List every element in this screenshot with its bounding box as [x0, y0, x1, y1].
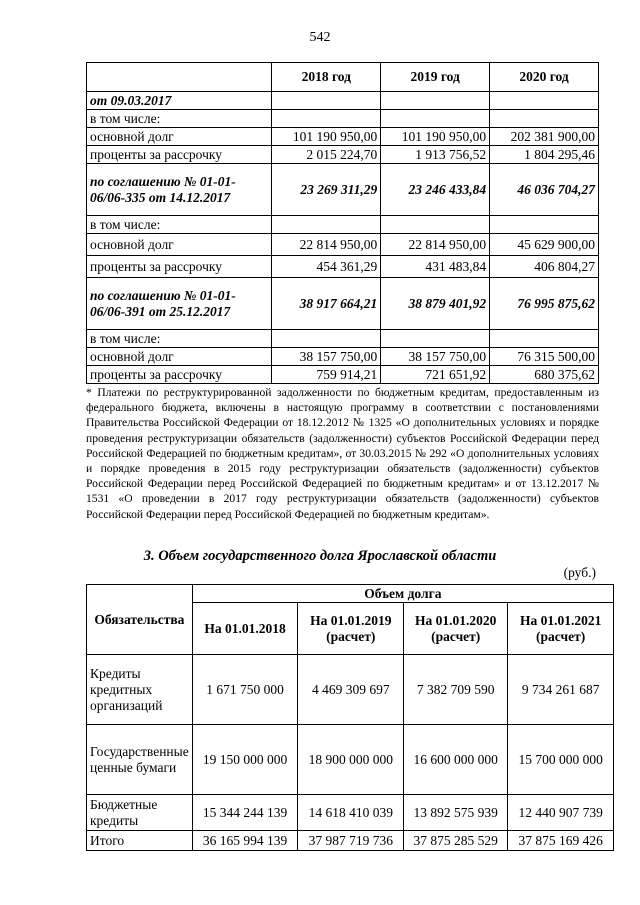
value-2020: [490, 216, 599, 234]
row-label: проценты за рассрочку: [87, 256, 272, 278]
table1-header-2018: 2018 год: [272, 63, 381, 92]
value-2019: [381, 110, 490, 128]
value-2018: 38 917 664,21: [272, 278, 381, 330]
row-label: основной долг: [87, 234, 272, 256]
footnote: * Платежи по реструктурированной задолженности по бюджетным кредитам, предоставленным из федерального бюджета, включены в настоящую программу в соответствии с постановлениями Правительства Российской Федерации от 18.12.2012 № 1325 «О дополнительных условиях и порядке проведения реструктуризации обязательств (задолженности) субъектов Российской Федерации перед Российской Федерацией по бюджетным кредитам», от 30.03.2015 № 292 «О дополнительных условиях и порядке проведения в 2015 году реструктуризации обязательств (задолженности) субъектов Российской Федерации перед Российской Федерацией по бюджетным кредитам» и от 13.12.2017 № 1531 «О проведении в 2017 году реструктуризации обязательств (задолженности) субъектов Российской Федерации перед Российской Федерацией по бюджетным кредитам».: [86, 386, 599, 521]
obligation-label: Итого: [87, 831, 193, 851]
date-header: На 01.01.2021 (расчет): [508, 603, 614, 655]
obligation-label: Кредиты кредитных организаций: [87, 655, 193, 725]
row-label: проценты за рассрочку: [87, 366, 272, 384]
table-row: [87, 795, 614, 831]
table-row: [87, 216, 599, 234]
value-2018: 454 361,29: [272, 256, 381, 278]
debt-value: 15 344 244 139: [192, 795, 298, 831]
value-2019: 23 246 433,84: [381, 164, 490, 216]
table-row: [87, 256, 599, 278]
value-2018: [272, 110, 381, 128]
value-2020: 46 036 704,27: [490, 164, 599, 216]
obligation-label: Государственные ценные бумаги: [87, 725, 193, 795]
value-2020: 45 629 900,00: [490, 234, 599, 256]
value-2019: 431 483,84: [381, 256, 490, 278]
value-2019: [381, 216, 490, 234]
value-2019: [381, 330, 490, 348]
row-label: основной долг: [87, 348, 272, 366]
value-2018: 23 269 311,29: [272, 164, 381, 216]
value-2020: 76 315 500,00: [490, 348, 599, 366]
table-row: [87, 330, 599, 348]
table2-group-header: Объем долга: [192, 585, 613, 603]
table-row: [87, 278, 599, 330]
date-header: На 01.01.2020 (расчет): [404, 603, 508, 655]
state-debt-volume-table: [86, 584, 614, 851]
value-2020: [490, 92, 599, 110]
obligation-label: Бюджетные кредиты: [87, 795, 193, 831]
debt-payments-table: [86, 62, 599, 384]
value-2019: 1 913 756,52: [381, 146, 490, 164]
debt-value: 18 900 000 000: [298, 725, 404, 795]
debt-value: 12 440 907 739: [508, 795, 614, 831]
value-2019: 101 190 950,00: [381, 128, 490, 146]
table2-group-header-row: [87, 585, 614, 603]
row-label: в том числе:: [87, 330, 272, 348]
table-row: [87, 146, 599, 164]
value-2018: 2 015 224,70: [272, 146, 381, 164]
row-label: в том числе:: [87, 110, 272, 128]
value-2019: 22 814 950,00: [381, 234, 490, 256]
page-number: 542: [309, 30, 331, 45]
debt-value: 36 165 994 139: [192, 831, 298, 851]
row-label: основной долг: [87, 128, 272, 146]
table2-obligations-header: Обязательства: [87, 585, 193, 655]
table-row: [87, 831, 614, 851]
table-row: [87, 366, 599, 384]
debt-value: 14 618 410 039: [298, 795, 404, 831]
debt-value: 1 671 750 000: [192, 655, 298, 725]
debt-value: 4 469 309 697: [298, 655, 404, 725]
value-2020: 406 804,27: [490, 256, 599, 278]
section-title: 3. Объем государственного долга Ярославской области: [143, 548, 497, 564]
value-2018: 101 190 950,00: [272, 128, 381, 146]
row-label: проценты за рассрочку: [87, 146, 272, 164]
debt-value: 7 382 709 590: [404, 655, 508, 725]
value-2019: [381, 92, 490, 110]
value-2018: 22 814 950,00: [272, 234, 381, 256]
date-header: На 01.01.2018: [192, 603, 298, 655]
value-2018: [272, 216, 381, 234]
table1-header-2019: 2019 год: [381, 63, 490, 92]
table-row: [87, 92, 599, 110]
table1-header-2020: 2020 год: [490, 63, 599, 92]
debt-value: 37 875 285 529: [404, 831, 508, 851]
debt-value: 37 987 719 736: [298, 831, 404, 851]
value-2018: [272, 330, 381, 348]
unit-label: (руб.): [563, 565, 596, 580]
debt-value: 15 700 000 000: [508, 725, 614, 795]
value-2020: 202 381 900,00: [490, 128, 599, 146]
value-2020: [490, 330, 599, 348]
value-2020: 680 375,62: [490, 366, 599, 384]
row-label: по соглашению № 01-01-06/06-391 от 25.12.2017: [87, 278, 272, 330]
debt-value: 37 875 169 426: [508, 831, 614, 851]
table-row: [87, 110, 599, 128]
row-label: от 09.03.2017: [87, 92, 272, 110]
debt-value: 9 734 261 687: [508, 655, 614, 725]
date-header: На 01.01.2019 (расчет): [298, 603, 404, 655]
table1-header-empty: [87, 63, 272, 92]
row-label: по соглашению № 01-01-06/06-335 от 14.12.2017: [87, 164, 272, 216]
table-row: [87, 725, 614, 795]
table-row: [87, 234, 599, 256]
debt-value: 16 600 000 000: [404, 725, 508, 795]
value-2018: 759 914,21: [272, 366, 381, 384]
debt-value: 19 150 000 000: [192, 725, 298, 795]
table-row: [87, 128, 599, 146]
table1-header-row: [87, 63, 599, 92]
value-2020: 76 995 875,62: [490, 278, 599, 330]
debt-value: 13 892 575 939: [404, 795, 508, 831]
value-2019: 38 157 750,00: [381, 348, 490, 366]
table-row: [87, 655, 614, 725]
value-2019: 721 651,92: [381, 366, 490, 384]
table-row: [87, 164, 599, 216]
row-label: в том числе:: [87, 216, 272, 234]
table-row: [87, 348, 599, 366]
value-2020: 1 804 295,46: [490, 146, 599, 164]
value-2018: [272, 92, 381, 110]
value-2019: 38 879 401,92: [381, 278, 490, 330]
value-2020: [490, 110, 599, 128]
value-2018: 38 157 750,00: [272, 348, 381, 366]
